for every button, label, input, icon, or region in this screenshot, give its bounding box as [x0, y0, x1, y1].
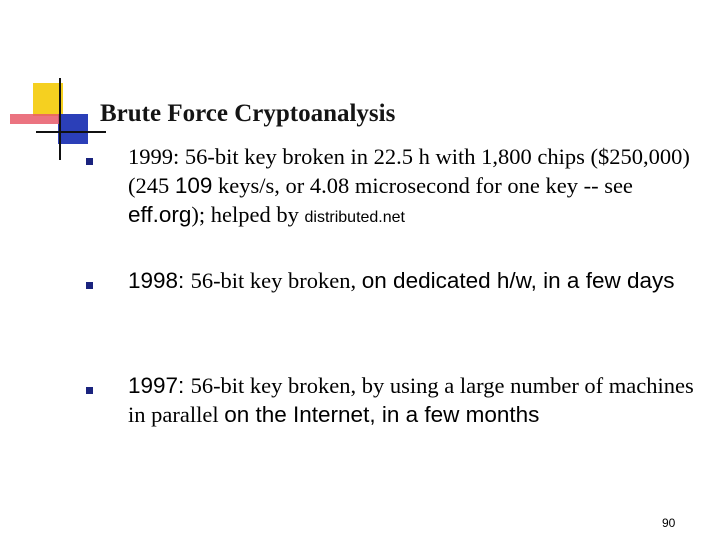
slide-decoration: [0, 0, 110, 170]
decoration-horizontal-line: [36, 131, 106, 133]
bullet-text-part: on dedicated h/w, in a few days: [361, 268, 675, 293]
bullet-text: [128, 266, 703, 295]
bullet-text-part: 56-bit key broken,: [190, 268, 362, 293]
bullet-text-part: ); helped by: [191, 202, 305, 227]
bullet-text: [128, 142, 703, 232]
slide-title: Brute Force Cryptoanalysis: [100, 100, 396, 127]
decoration-vertical-line: [59, 78, 61, 160]
bullet-text-part: distributed.net: [304, 209, 405, 226]
bullet-text-part: 109: [174, 173, 213, 198]
square-bullet-icon: [86, 387, 93, 394]
square-bullet-icon: [86, 158, 93, 165]
bullet-text-part: 1997:: [128, 373, 191, 398]
square-bullet-icon: [86, 282, 93, 289]
decoration-red-bar: [10, 114, 60, 124]
bullet-text-part: eff.org: [128, 202, 192, 227]
page-number: 90: [662, 516, 676, 530]
bullet-text-part: keys/s, or 4.08 microsecond for one key -- see: [212, 173, 633, 198]
decoration-yellow-square: [33, 83, 63, 116]
decoration-blue-square: [58, 114, 88, 144]
bullet-text-part: on the Internet, in a few months: [224, 402, 540, 427]
bullet-text-part: 1998:: [128, 268, 191, 293]
bullet-text-part: 56-bit key broken, by using a large number of machines in parallel: [128, 373, 694, 427]
bullet-text-part: 1999: 56-bit key broken in 22.5 h with 1,800 chips ($250,000) (245: [128, 144, 690, 198]
bullet-text: [128, 371, 703, 429]
